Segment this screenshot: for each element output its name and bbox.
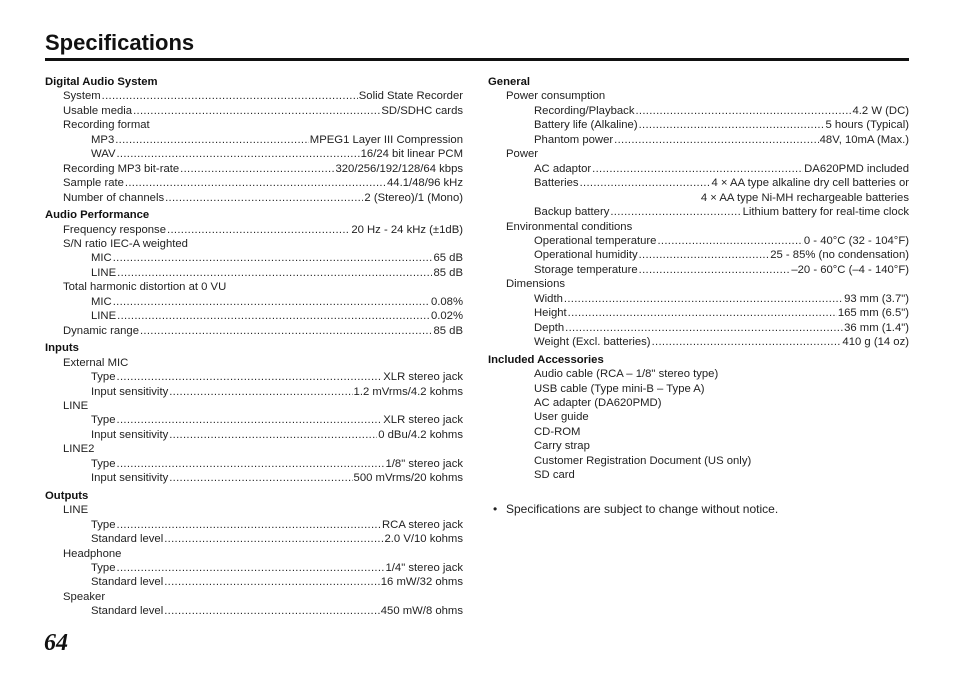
spec-subheading: Environmental conditions xyxy=(506,220,633,233)
spec-label: Batteries xyxy=(534,177,579,190)
left-column xyxy=(45,75,463,619)
spec-value: 44.1/48/96 kHz xyxy=(387,177,463,190)
leader-dots xyxy=(117,518,382,532)
leader-dots xyxy=(169,428,377,442)
spec-label: Recording MP3 bit-rate xyxy=(63,162,180,175)
leader-dots xyxy=(180,162,334,176)
spec-label: Height xyxy=(534,307,567,320)
spec-label: Input sensitivity xyxy=(91,428,169,441)
leader-dots xyxy=(117,370,383,384)
spec-row xyxy=(488,133,909,147)
section-heading: Outputs xyxy=(45,489,89,502)
spec-row xyxy=(488,205,909,219)
spec-label: Number of channels xyxy=(63,191,165,204)
spec-row xyxy=(45,162,463,176)
spec-label: Weight (Excl. batteries) xyxy=(534,336,651,349)
leader-dots xyxy=(113,251,433,265)
leader-dots xyxy=(133,104,380,118)
spec-value: 4 × AA type alkaline dry cell batteries or xyxy=(711,177,909,190)
spec-label: Sample rate xyxy=(63,177,124,190)
spec-label: LINE xyxy=(91,310,117,323)
spec-value: 93 mm (3.7") xyxy=(844,292,909,305)
leader-dots xyxy=(657,234,802,248)
spec-continuation: 4 × AA type Ni-MH rechargeable batteries xyxy=(700,191,909,204)
spec-value: 2.0 V/10 kohms xyxy=(384,533,463,546)
spec-value: 36 mm (1.4") xyxy=(844,321,909,334)
spec-subheading: Dimensions xyxy=(506,278,566,291)
spec-value: XLR stereo jack xyxy=(383,414,463,427)
spec-row xyxy=(45,266,463,280)
spec-label: Type xyxy=(91,518,116,531)
spec-subheading: LINE xyxy=(63,504,89,517)
leader-dots xyxy=(614,133,819,147)
spec-label: Storage temperature xyxy=(534,263,638,276)
section-heading: Digital Audio System xyxy=(45,76,158,88)
leader-dots xyxy=(165,191,363,205)
spec-row xyxy=(45,457,463,471)
spec-value: 5 hours (Typical) xyxy=(825,119,909,132)
spec-label: AC adaptor xyxy=(534,162,592,175)
spec-value: 500 mVrms/20 kohms xyxy=(353,472,463,485)
accessory-item: CD-ROM xyxy=(534,425,581,438)
title-rule xyxy=(45,58,909,61)
spec-label: MIC xyxy=(91,252,112,265)
spec-subheading: Power consumption xyxy=(506,90,606,103)
spec-row xyxy=(45,295,463,309)
leader-dots xyxy=(639,118,825,132)
leader-dots xyxy=(565,321,843,335)
spec-row xyxy=(45,104,463,118)
leader-dots xyxy=(164,532,383,546)
spec-value: 450 mW/8 ohms xyxy=(380,605,463,618)
spec-label: Input sensitivity xyxy=(91,472,169,485)
page-title: Specifications xyxy=(45,30,195,55)
spec-row xyxy=(45,604,463,618)
spec-row xyxy=(45,176,463,190)
spec-label: MIC xyxy=(91,295,112,308)
spec-value: 0.08% xyxy=(430,295,463,308)
notice-text: Specifications are subject to change without notice. xyxy=(506,502,779,516)
spec-value: 48V, 10mA (Max.) xyxy=(819,133,909,146)
leader-dots xyxy=(639,263,791,277)
spec-subheading: LINE xyxy=(63,399,89,412)
spec-value: 85 dB xyxy=(433,324,463,337)
leader-dots xyxy=(116,147,359,161)
spec-label: Standard level xyxy=(91,605,164,618)
leader-dots xyxy=(113,295,430,309)
spec-row xyxy=(45,370,463,384)
spec-label: WAV xyxy=(91,148,116,161)
spec-label: Phantom power xyxy=(534,133,614,146)
spec-value: 16/24 bit linear PCM xyxy=(360,148,463,161)
spec-row xyxy=(488,248,909,262)
accessory-item: SD card xyxy=(534,469,575,482)
spec-row xyxy=(45,428,463,442)
leader-dots xyxy=(102,89,358,103)
leader-dots xyxy=(117,266,432,280)
spec-row xyxy=(45,223,463,237)
spec-label: Backup battery xyxy=(534,206,610,219)
right-column xyxy=(488,75,909,483)
spec-value: RCA stereo jack xyxy=(382,518,463,531)
spec-subheading: Headphone xyxy=(63,547,122,560)
leader-dots xyxy=(610,205,741,219)
spec-value: 1.2 mVrms/4.2 kohms xyxy=(353,385,463,398)
spec-row xyxy=(488,176,909,190)
spec-label: Operational temperature xyxy=(534,234,657,247)
leader-dots xyxy=(164,604,380,618)
spec-label: LINE xyxy=(91,266,117,279)
leader-dots xyxy=(169,471,352,485)
spec-value: 410 g (14 oz) xyxy=(842,336,909,349)
spec-value: 0.02% xyxy=(430,310,463,323)
section-heading: Inputs xyxy=(45,342,79,355)
accessory-item: USB cable (Type mini-B – Type A) xyxy=(534,382,705,395)
accessory-item: Audio cable (RCA – 1/8" stereo type) xyxy=(534,368,719,381)
spec-label: Type xyxy=(91,371,116,384)
leader-dots xyxy=(639,248,770,262)
spec-value: 16 mW/32 ohms xyxy=(380,576,463,589)
spec-row xyxy=(488,321,909,335)
spec-subheading: Total harmonic distortion at 0 VU xyxy=(63,281,227,294)
spec-row xyxy=(45,532,463,546)
spec-row xyxy=(488,292,909,306)
leader-dots xyxy=(164,575,380,589)
spec-label: Width xyxy=(534,292,563,305)
leader-dots xyxy=(564,292,843,306)
spec-value: XLR stereo jack xyxy=(383,371,463,384)
accessory-item: User guide xyxy=(534,411,589,424)
leader-dots xyxy=(125,176,386,190)
section-heading: Included Accessories xyxy=(488,353,604,366)
spec-label: MP3 xyxy=(91,133,115,146)
leader-dots xyxy=(115,133,309,147)
spec-subheading: External MIC xyxy=(63,356,129,369)
leader-dots xyxy=(117,413,383,427)
spec-label: System xyxy=(63,90,101,103)
spec-value: 20 Hz - 24 kHz (±1dB) xyxy=(351,223,463,236)
leader-dots xyxy=(140,324,432,338)
spec-row xyxy=(45,575,463,589)
spec-value: –20 - 60°C (–4 - 140°F) xyxy=(791,263,909,276)
spec-value: 4.2 W (DC) xyxy=(852,104,909,117)
spec-label: Type xyxy=(91,561,116,574)
spec-row xyxy=(45,89,463,103)
spec-row xyxy=(488,306,909,320)
spec-value: 1/4" stereo jack xyxy=(385,561,463,574)
leader-dots xyxy=(117,457,385,471)
spec-label: Standard level xyxy=(91,576,164,589)
spec-label: Battery life (Alkaline) xyxy=(534,119,638,132)
spec-value: 85 dB xyxy=(433,266,463,279)
spec-value: DA620PMD included xyxy=(804,162,909,175)
leader-dots xyxy=(568,306,837,320)
page-number: 64 xyxy=(44,630,68,656)
accessory-item: Customer Registration Document (US only) xyxy=(534,454,752,467)
spec-label: Frequency response xyxy=(63,223,166,236)
spec-label: Type xyxy=(91,414,116,427)
spec-row xyxy=(45,324,463,338)
spec-row xyxy=(45,471,463,485)
spec-label: Operational humidity xyxy=(534,249,638,262)
spec-row xyxy=(45,251,463,265)
spec-value: Solid State Recorder xyxy=(358,90,463,103)
leader-dots xyxy=(167,223,350,237)
leader-dots xyxy=(117,561,385,575)
spec-subheading: Recording format xyxy=(63,119,150,132)
spec-value: 320/256/192/128/64 kbps xyxy=(335,162,463,175)
spec-label: Standard level xyxy=(91,533,164,546)
spec-value: Lithium battery for real-time clock xyxy=(742,206,909,219)
spec-value: 0 - 40°C (32 - 104°F) xyxy=(803,234,909,247)
leader-dots xyxy=(635,104,851,118)
bullet-icon: • xyxy=(493,502,498,516)
spec-value: 25 - 85% (no condensation) xyxy=(770,249,909,262)
spec-value: 165 mm (6.5") xyxy=(837,307,909,320)
spec-row xyxy=(45,518,463,532)
leader-dots xyxy=(592,162,803,176)
spec-row xyxy=(488,118,909,132)
spec-row xyxy=(45,561,463,575)
spec-subheading: LINE2 xyxy=(63,443,95,456)
spec-value: 1/8" stereo jack xyxy=(385,457,463,470)
spec-value: SD/SDHC cards xyxy=(381,104,463,117)
spec-subheading: S/N ratio IEC-A weighted xyxy=(63,237,188,250)
spec-subheading: Speaker xyxy=(63,590,106,603)
spec-value: MPEG1 Layer III Compression xyxy=(309,133,463,146)
section-heading: Audio Performance xyxy=(45,209,150,222)
spec-row xyxy=(488,335,909,349)
spec-row xyxy=(45,133,463,147)
spec-value: 65 dB xyxy=(433,252,463,265)
spec-row xyxy=(488,234,909,248)
spec-label: Dynamic range xyxy=(63,324,139,337)
spec-row xyxy=(488,104,909,118)
spec-label: Depth xyxy=(534,321,565,334)
spec-row xyxy=(45,147,463,161)
spec-row xyxy=(45,309,463,323)
spec-label: Type xyxy=(91,457,116,470)
spec-label: Input sensitivity xyxy=(91,385,169,398)
leader-dots xyxy=(117,309,430,323)
leader-dots xyxy=(580,176,711,190)
change-notice xyxy=(493,502,778,516)
accessory-item: AC adapter (DA620PMD) xyxy=(534,396,662,409)
spec-value: 2 (Stereo)/1 (Mono) xyxy=(364,191,463,204)
leader-dots xyxy=(169,385,352,399)
spec-row xyxy=(45,413,463,427)
spec-subheading: Power xyxy=(506,148,539,161)
spec-row xyxy=(45,385,463,399)
spec-value: 0 dBu/4.2 kohms xyxy=(378,428,463,441)
spec-label: Recording/Playback xyxy=(534,104,635,117)
leader-dots xyxy=(652,335,842,349)
spec-row xyxy=(488,263,909,277)
spec-row xyxy=(488,162,909,176)
section-heading: General xyxy=(488,76,531,88)
spec-row xyxy=(45,191,463,205)
spec-label: Usable media xyxy=(63,104,133,117)
accessory-item: Carry strap xyxy=(534,440,590,453)
